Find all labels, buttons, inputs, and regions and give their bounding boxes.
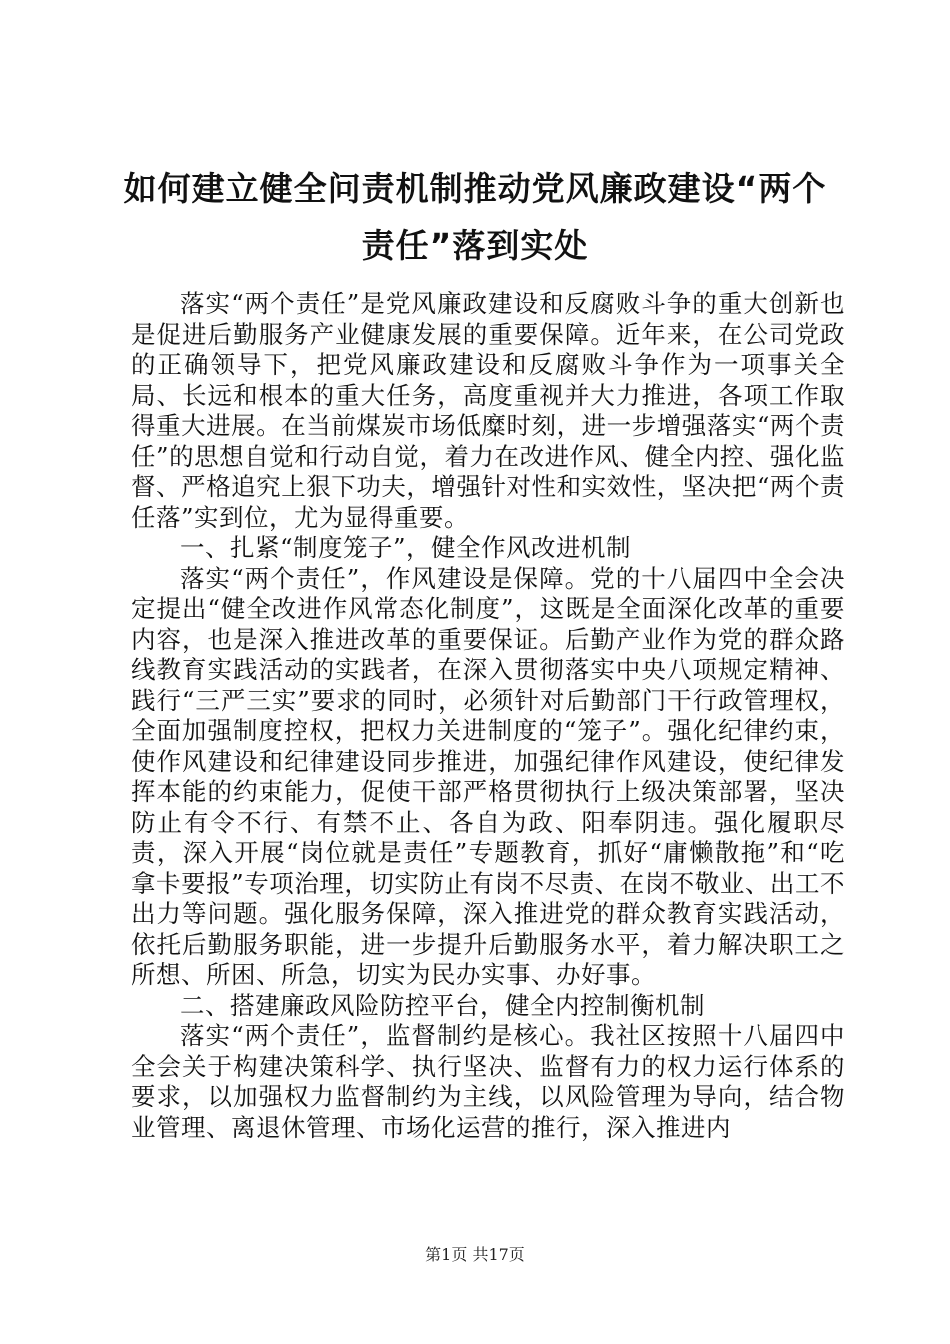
paragraph-intro: 落实“两个责任”是党风廉政建设和反腐败斗争的重大创新也是促进后勤服务产业健康发展的重要保障。近年来，在公司党政的正确领导下，把党风廉政建设和反腐败斗争作为一项事关全局、长远和根本的重大任务，高度重视并大力推进，各项工作取得重大进展。在当前煤炭市场低糜时刻，进一步增强落实“两个责任”的思想自觉和行动自觉，着力在改进作风、健全内控、强化监督、严格追究上狠下功夫，增强针对性和实效性，坚决把“两个责任落”实到位，尤为显得重要。 (131, 289, 845, 532)
paragraph-section-2: 落实“两个责任”，监督制约是核心。我社区按照十八届四中全会关于构建决策科学、执行坚决、监督有力的权力运行体系的要求，以加强权力监督制约为主线，以风险管理为导向，结合物业管理、离退休管理、市场化运营的推行，深入推进内 (131, 1021, 845, 1142)
section-heading-2: 二、搭建廉政风险防控平台，健全内控制衡机制 (180, 990, 705, 1020)
page-number-footer: 第1页 共17页 (425, 1245, 525, 1264)
section-heading-1: 一、扎紧“制度笼子”，健全作风改进机制 (180, 533, 632, 562)
document-body (131, 289, 845, 1143)
paragraph-section-1: 落实“两个责任”，作风建设是保障。党的十八届四中全会决定提出“健全改进作风常态化制度”，这既是全面深化改革的重要内容，也是深入推进改革的重要保证。后勤产业作为党的群众路线教育实践活动的实践者，在深入贯彻落实中央八项规定精神、践行“三严三实”要求的同时，必须针对后勤部门干行政管理权，全面加强制度控权，把权力关进制度的“笼子”。强化纪律约束，使作风建设和纪律建设同步推进，加强纪律作风建设，使纪律发挥本能的约束能力，促使干部严格贯彻执行上级决策部署，坚决防止有令不行、有禁不止、各自为政、阳奉阴违。强化履职尽责，深入开展“岗位就是责任”专题教育，抓好“庸懒散拖”和“吃拿卡要报”专项治理，切实防止有岗不尽责、在岗不敬业、出工不出力等问题。强化服务保障，深入推进党的群众教育实践活动，依托后勤服务职能，进一步提升后勤服务水平，着力解决职工之所想、所困、所急，切实为民办实事、办好事。 (131, 563, 845, 989)
document-title: 如何建立健全问责机制推动党风廉政建设“两个责任”落到实处 (123, 169, 827, 265)
